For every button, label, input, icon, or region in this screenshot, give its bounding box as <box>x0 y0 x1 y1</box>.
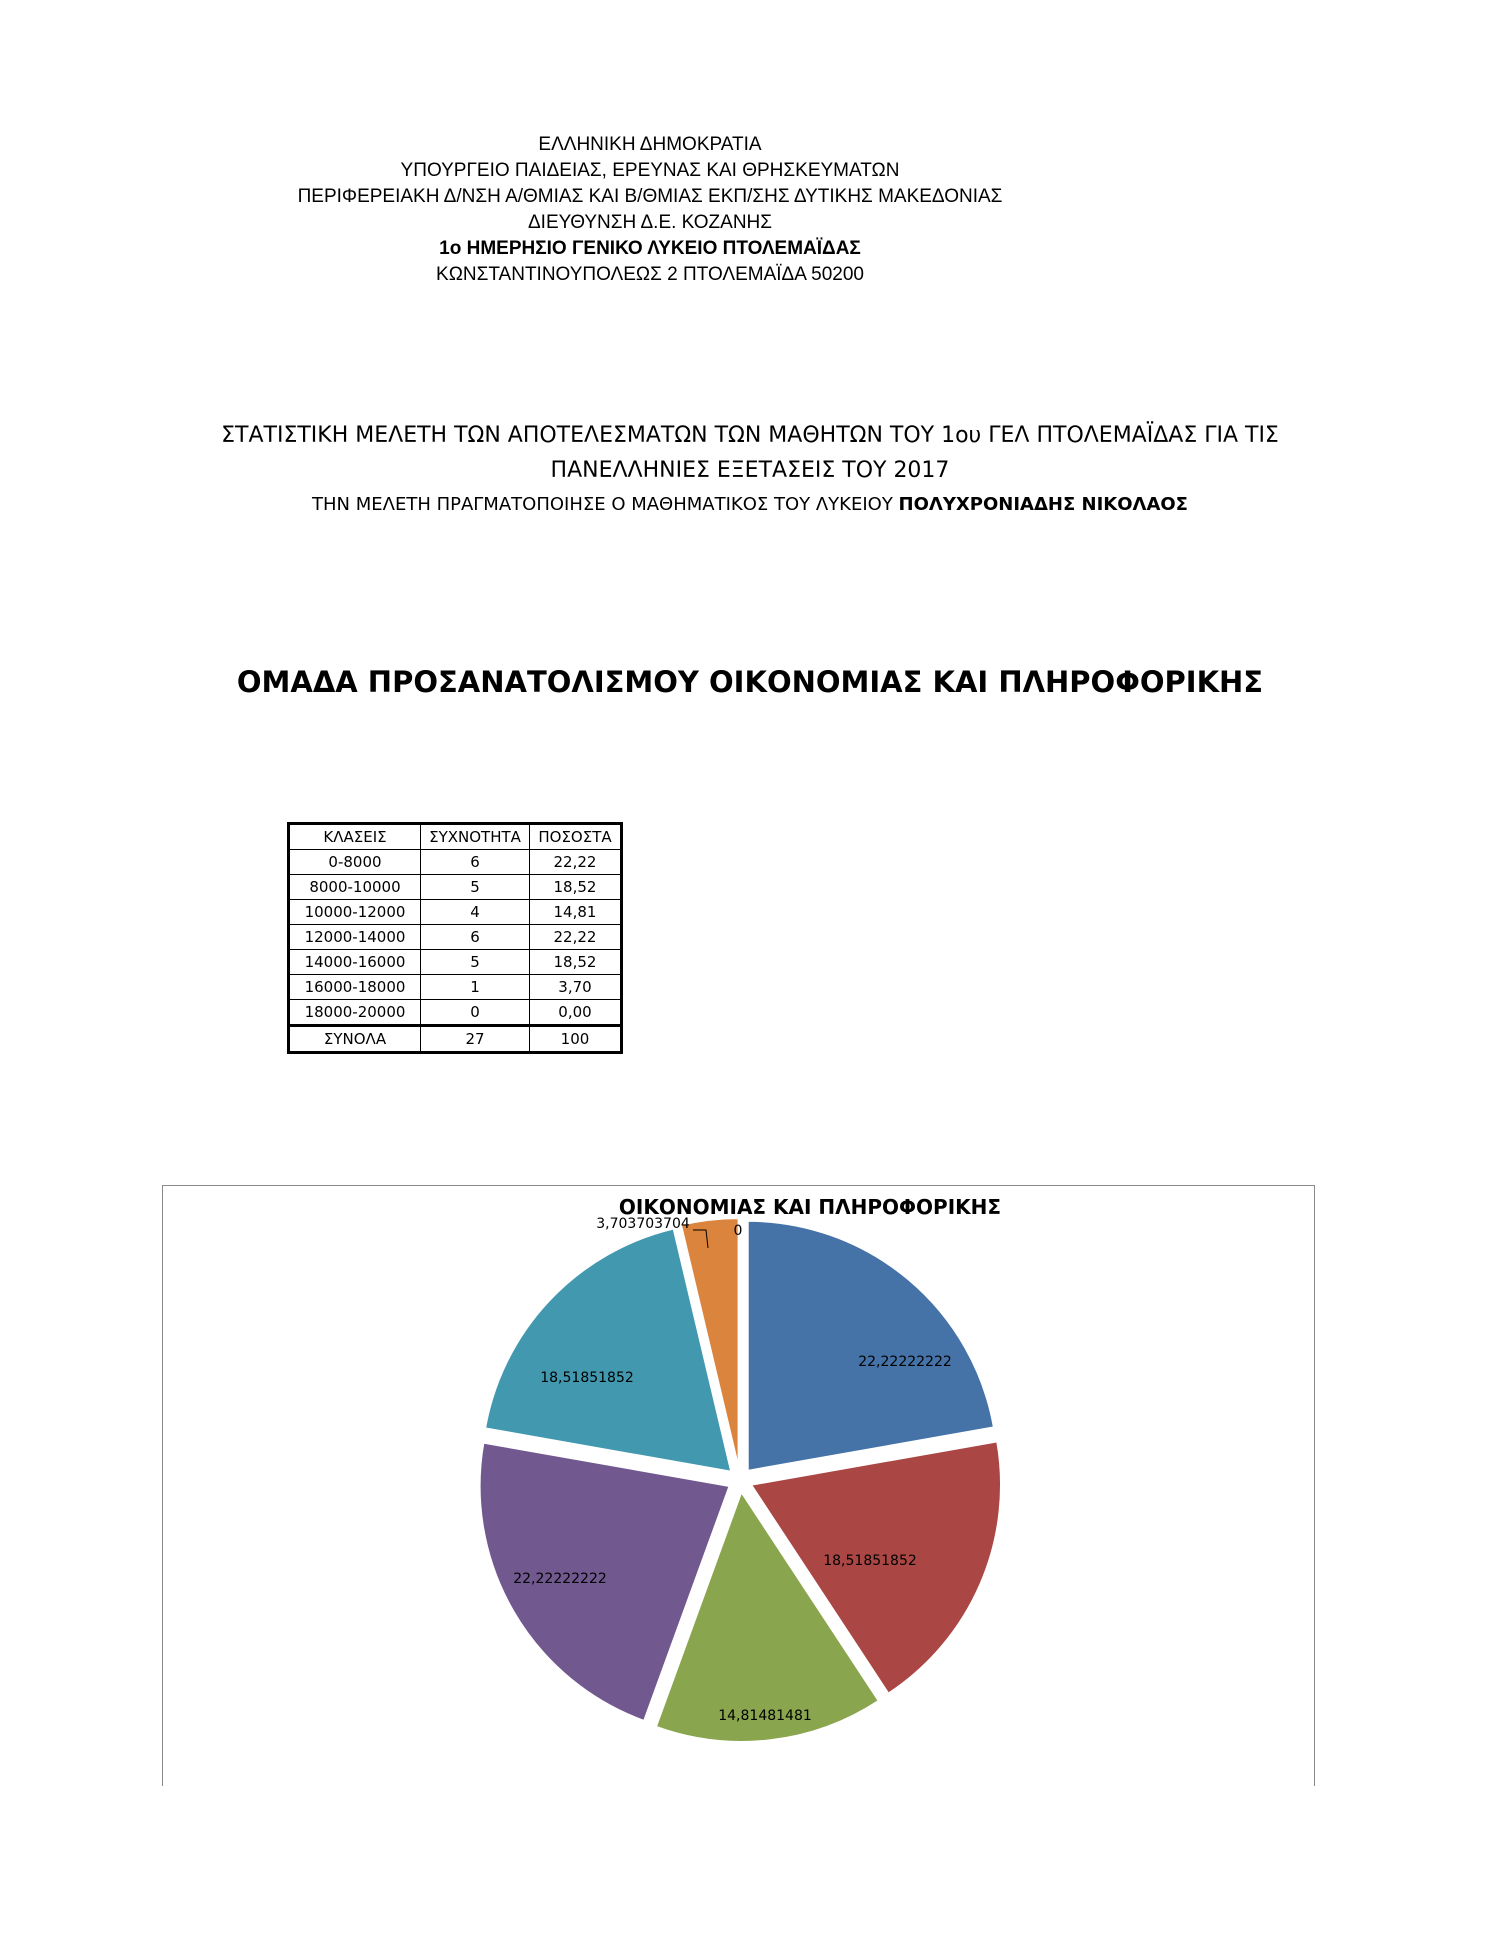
table-cell: 22,22 <box>530 850 622 875</box>
pie-data-label: 18,51851852 <box>823 1553 917 1569</box>
pie-data-label: 22,22222222 <box>513 1571 607 1587</box>
table-cell: 10000-12000 <box>289 900 421 925</box>
letterhead-line-1: ΕΛΛΗΝΙΚΗ ΔΗΜΟΚΡΑΤΙΑ <box>538 134 762 155</box>
table-cell: 16000-18000 <box>289 975 421 1000</box>
table-cell: 0,00 <box>530 1000 622 1026</box>
table-header-cell: ΣΥΧΝΟΤΗΤΑ <box>421 824 530 850</box>
letterhead-line-4: ΔΙΕΥΘΥΝΣΗ Δ.Ε. ΚΟΖΑΝΗΣ <box>527 212 773 233</box>
table-cell: 18,52 <box>530 950 622 975</box>
table-cell: 0-8000 <box>289 850 421 875</box>
school-name: 1ο ΗΜΕΡΗΣΙΟ ΓΕΝΙΚΟ ΛΥΚΕΙΟ ΠΤΟΛΕΜΑΪΔΑΣ <box>439 238 861 259</box>
study-author-name: ΠΟΛΥΧΡΟΝΙΑΔΗΣ ΝΙΚΟΛΑΟΣ <box>898 494 1188 515</box>
table-cell: 0 <box>421 1000 530 1026</box>
pie-slice <box>748 1221 994 1471</box>
table-cell: 14,81 <box>530 900 622 925</box>
table-cell: 6 <box>421 925 530 950</box>
table-cell: 14000-16000 <box>289 950 421 975</box>
school-address: ΚΩΝΣΤΑΝΤΙΝΟΥΠΟΛΕΩΣ 2 ΠΤΟΛΕΜΑΪΔΑ 50200 <box>436 264 864 285</box>
table-header-cell: ΚΛΑΣΕΙΣ <box>289 824 421 850</box>
table-cell: 12000-14000 <box>289 925 421 950</box>
study-author-prefix: ΤΗΝ ΜΕΛΕΤΗ ΠΡΑΓΜΑΤΟΠΟΙΗΣΕ Ο ΜΑΘΗΜΑΤΙΚΟΣ ΤΟΥ ΛΥΚΕΙΟΥ <box>312 494 899 515</box>
chart-title: ΟΙΚΟΝΟΜΙΑΣ ΚΑΙ ΠΛΗΡΟΦΟΡΙΚΗΣ <box>618 1195 1002 1219</box>
table-cell: ΣΥΝΟΛΑ <box>289 1026 421 1053</box>
pie-data-label: 0 <box>733 1223 743 1239</box>
table-cell: 4 <box>421 900 530 925</box>
table-cell: 22,22 <box>530 925 622 950</box>
letterhead-line-3: ΠΕΡΙΦΕΡΕΙΑΚΗ Δ/ΝΣΗ Α/ΘΜΙΑΣ ΚΑΙ Β/ΘΜΙΑΣ ΕΚΠ/ΣΗΣ ΔΥΤΙΚΗΣ ΜΑΚΕΔΟΝΙΑΣ <box>297 186 1003 207</box>
table-cell: 18000-20000 <box>289 1000 421 1026</box>
table-cell: 3,70 <box>530 975 622 1000</box>
pie-data-label: 18,51851852 <box>540 1370 634 1386</box>
group-title: ΟΜΑΔΑ ΠΡΟΣΑΝΑΤΟΛΙΣΜΟΥ ΟΙΚΟΝΟΜΙΑΣ ΚΑΙ ΠΛΗΡΟΦΟΡΙΚΗΣ <box>236 665 1264 699</box>
table-cell: 5 <box>421 875 530 900</box>
table-cell: 5 <box>421 950 530 975</box>
table-cell: 100 <box>530 1026 622 1053</box>
letterhead-line-2: ΥΠΟΥΡΓΕΙΟ ΠΑΙΔΕΙΑΣ, ΕΡΕΥΝΑΣ ΚΑΙ ΘΡΗΣΚΕΥΜΑΤΩΝ <box>400 160 900 181</box>
table-cell: 1 <box>421 975 530 1000</box>
table-cell: 8000-10000 <box>289 875 421 900</box>
table-cell: 18,52 <box>530 875 622 900</box>
table-cell: 27 <box>421 1026 530 1053</box>
pie-data-label: 14,81481481 <box>718 1708 812 1724</box>
pie-data-label: 22,22222222 <box>858 1354 952 1370</box>
study-title-line-2: ΠΑΝΕΛΛΗΝΙΕΣ ΕΞΕΤΑΣΕΙΣ ΤΟΥ 2017 <box>550 458 950 483</box>
study-title-line-1: ΣΤΑΤΙΣΤΙΚΗ ΜΕΛΕΤΗ ΤΩΝ ΑΠΟΤΕΛΕΣΜΑΤΩΝ ΤΩΝ ΜΑΘΗΤΩΝ ΤΟΥ 1ου ΓΕΛ ΠΤΟΛΕΜΑΪΔΑΣ ΓΙΑ ΤΙΣ <box>221 423 1279 448</box>
pie-data-label: 3,703703704 <box>596 1216 690 1232</box>
table-cell: 6 <box>421 850 530 875</box>
table-header-cell: ΠΟΣΟΣΤΑ <box>530 824 622 850</box>
